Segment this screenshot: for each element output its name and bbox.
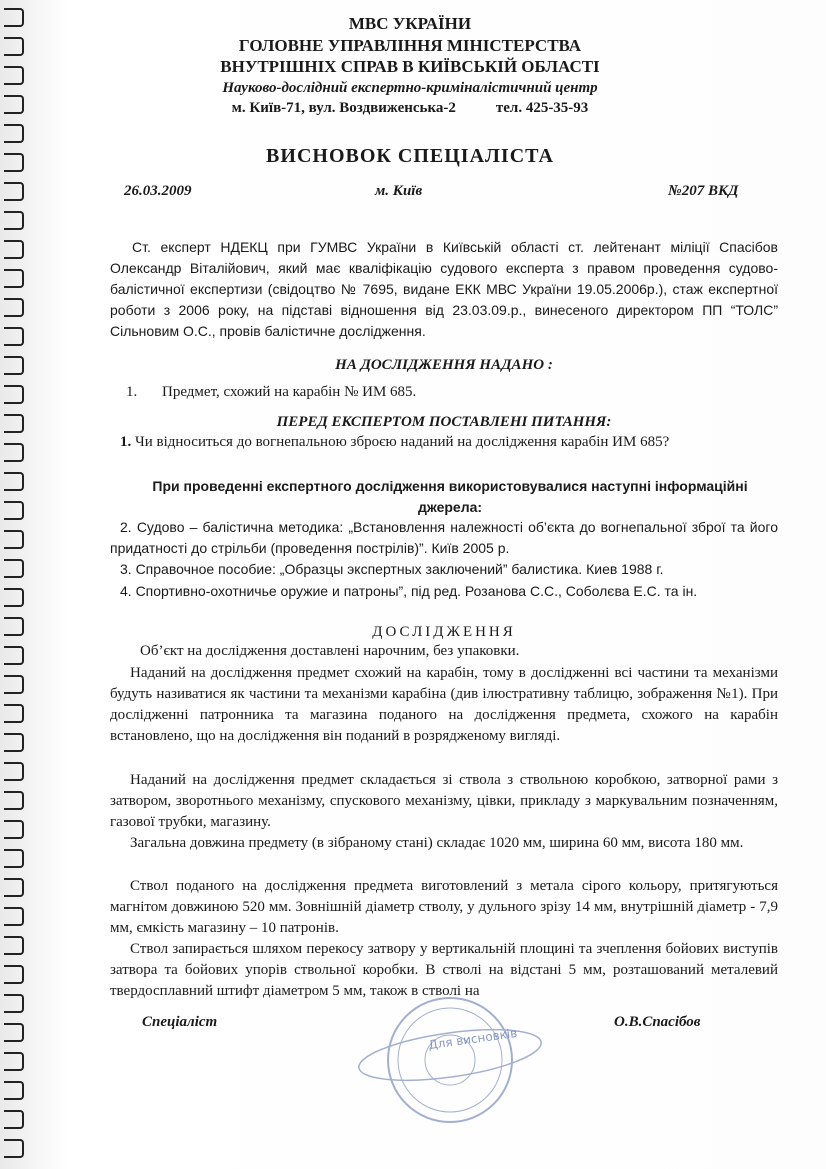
signature-name: О.В.Спасібов	[614, 1014, 701, 1030]
binding-ring	[4, 501, 24, 520]
binding-ring	[4, 936, 24, 955]
binding-ring	[4, 1052, 24, 1071]
binding-ring	[4, 385, 24, 404]
binding-ring	[4, 443, 24, 462]
binding-ring	[4, 1023, 24, 1042]
question-1	[110, 432, 778, 453]
research-paragraph-1: Об’єкт на дослідження доставлені нарочним, без упаковки.	[140, 643, 520, 659]
binding-ring	[4, 878, 24, 897]
header-ministry: МВС УКРАЇНИ	[348, 14, 472, 33]
binding-ring	[4, 559, 24, 578]
binding-ring	[4, 8, 24, 27]
binding-ring	[4, 37, 24, 56]
binding-ring	[4, 704, 24, 723]
document-city: м. Київ	[375, 183, 423, 199]
research-paragraph-4: Загальна довжина предмету (в зібраному стані) складає 1020 мм, ширина 60 мм, висота 180 мм.	[130, 835, 744, 851]
question-1-text: Чи відноситься до вогнепальною зброєю наданий на дослідження карабін ИМ 685?	[135, 434, 670, 450]
document-date: 26.03.2009	[124, 183, 192, 199]
binding-ring	[4, 240, 24, 259]
binding-ring	[4, 1081, 24, 1100]
official-stamp-seal	[355, 985, 545, 1135]
header-center: Науково-дослідний експертно-криміналістичний центр	[222, 80, 598, 96]
header-address: м. Київ-71, вул. Воздвиженська-2	[231, 100, 456, 116]
source-item-2: 2. Судово – балістична методика: „Встановлення належності об’єкта до вогнепальної зброї та його придатності до стрільби (проведення пострілів)”. Київ 2005 р.	[110, 519, 778, 556]
binding-ring	[4, 965, 24, 984]
binding-ring	[4, 588, 24, 607]
binding-ring	[4, 762, 24, 781]
binding-ring	[4, 327, 24, 346]
binding-ring	[4, 66, 24, 85]
provided-item-text: Предмет, схожий на карабін № ИМ 685.	[162, 384, 417, 400]
binding-ring	[4, 298, 24, 317]
spiral-binding	[0, 0, 42, 1169]
header-region: ВНУТРІШНІХ СПРАВ В КИЇВСЬКІЙ ОБЛАСТІ	[220, 57, 600, 76]
document-title: ВИСНОВОК СПЕЦІАЛІСТА	[266, 145, 554, 167]
binding-ring	[4, 1110, 24, 1129]
stamp-text: Для висновків	[427, 1025, 519, 1053]
binding-ring	[4, 849, 24, 868]
header-contacts	[60, 100, 760, 117]
source-item-4: 4. Спортивно-охотничье оружие и патроны”, під ред. Розанова С.С., Соболєва Е.С. та ін.	[120, 583, 698, 599]
intro-paragraph: Ст. експерт НДЕКЦ при ГУМВС України в Київській області ст. лейтенант міліції Спасібов Олександр Віталійович, який має кваліфікацію судового експерта з правом проведення судово-балістичної експертизи (свідоцтво № 7695, видане ЕКК МВС України 19.05.2006р.), стаж експертної роботи з 2006 року, на підставі відношення від 23.03.09.р., винесеного директором ПП “ТОЛС” Сільновим О.С., провів балістичне дослідження.	[110, 239, 778, 339]
binding-ring	[4, 733, 24, 752]
binding-ring	[4, 675, 24, 694]
section-questions-heading: ПЕРЕД ЕКСПЕРТОМ ПОСТАВЛЕНІ ПИТАННЯ:	[276, 414, 612, 430]
header-phone: тел. 425-35-93	[495, 100, 589, 116]
binding-ring	[4, 820, 24, 839]
binding-ring	[4, 356, 24, 375]
header-department: ГОЛОВНЕ УПРАВЛІННЯ МІНІСТЕРСТВА	[238, 36, 582, 55]
provided-item-number: 1.	[126, 384, 138, 400]
binding-ring	[4, 182, 24, 201]
binding-ring	[4, 791, 24, 810]
binding-ring	[4, 646, 24, 665]
binding-ring	[4, 994, 24, 1013]
binding-ring	[4, 414, 24, 433]
research-heading: ДОСЛІДЖЕННЯ	[372, 624, 516, 640]
binding-ring	[4, 95, 24, 114]
binding-ring	[4, 153, 24, 172]
research-paragraph-2: Наданий на дослідження предмет схожий на карабін, тому в дослідженні всі частини та механізми будуть називатися як частини та механізми карабіна (див ілюстративну таблицю, зображення №1). При дослідженні патронника та магазина поданого на дослідження предмета, схожого на карабін встановлено, що на дослідження він поданий в розрядженому вигляді.	[110, 665, 778, 744]
document-number: №207 ВКД	[668, 183, 739, 199]
signature-role: Спеціаліст	[142, 1014, 218, 1030]
research-paragraph-6: Ствол запирається шляхом перекосу затвору у вертикальній площині та зчеплення бойових виступів затвора та бойових упорів ствольної коробки. В стволі на відстані 5 мм, розташований металевий твердосплавний штифт діаметром 5 мм, також в стволі на	[110, 941, 778, 999]
question-1-number: 1.	[120, 434, 132, 450]
source-item-3: 3. Справочное пособие: „Образцы экспертных заключений” балистика. Киев 1988 г.	[120, 561, 664, 577]
binding-ring	[4, 269, 24, 288]
binding-ring	[4, 211, 24, 230]
sources-heading: При проведенні експертного дослідження використовувалися наступні інформаційні джерела:	[152, 478, 748, 515]
binding-ring	[4, 124, 24, 143]
binding-ring	[4, 530, 24, 549]
research-paragraph-3: Наданий на дослідження предмет складається зі ствола з ствольною коробкою, затворної рами з затвором, зворотнього механізму, спускового механізму, цівки, прикладу з маркувальним позначенням, газової трубки, магазину.	[110, 772, 778, 830]
binding-ring	[4, 1139, 24, 1158]
section-provided-heading: НА ДОСЛІДЖЕННЯ НАДАНО :	[335, 357, 553, 373]
binding-ring	[4, 472, 24, 491]
binding-ring	[4, 617, 24, 636]
binding-ring	[4, 907, 24, 926]
research-paragraph-5: Ствол поданого на дослідження предмета виготовлений з метала сірого кольору, притягуються магнітом довжиною 520 мм. Зовнішній діаметр стволу, у дульного зрізу 14 мм, внутрішній діаметр - 7,9 мм, ємкість магазину – 10 патронів.	[110, 878, 778, 936]
